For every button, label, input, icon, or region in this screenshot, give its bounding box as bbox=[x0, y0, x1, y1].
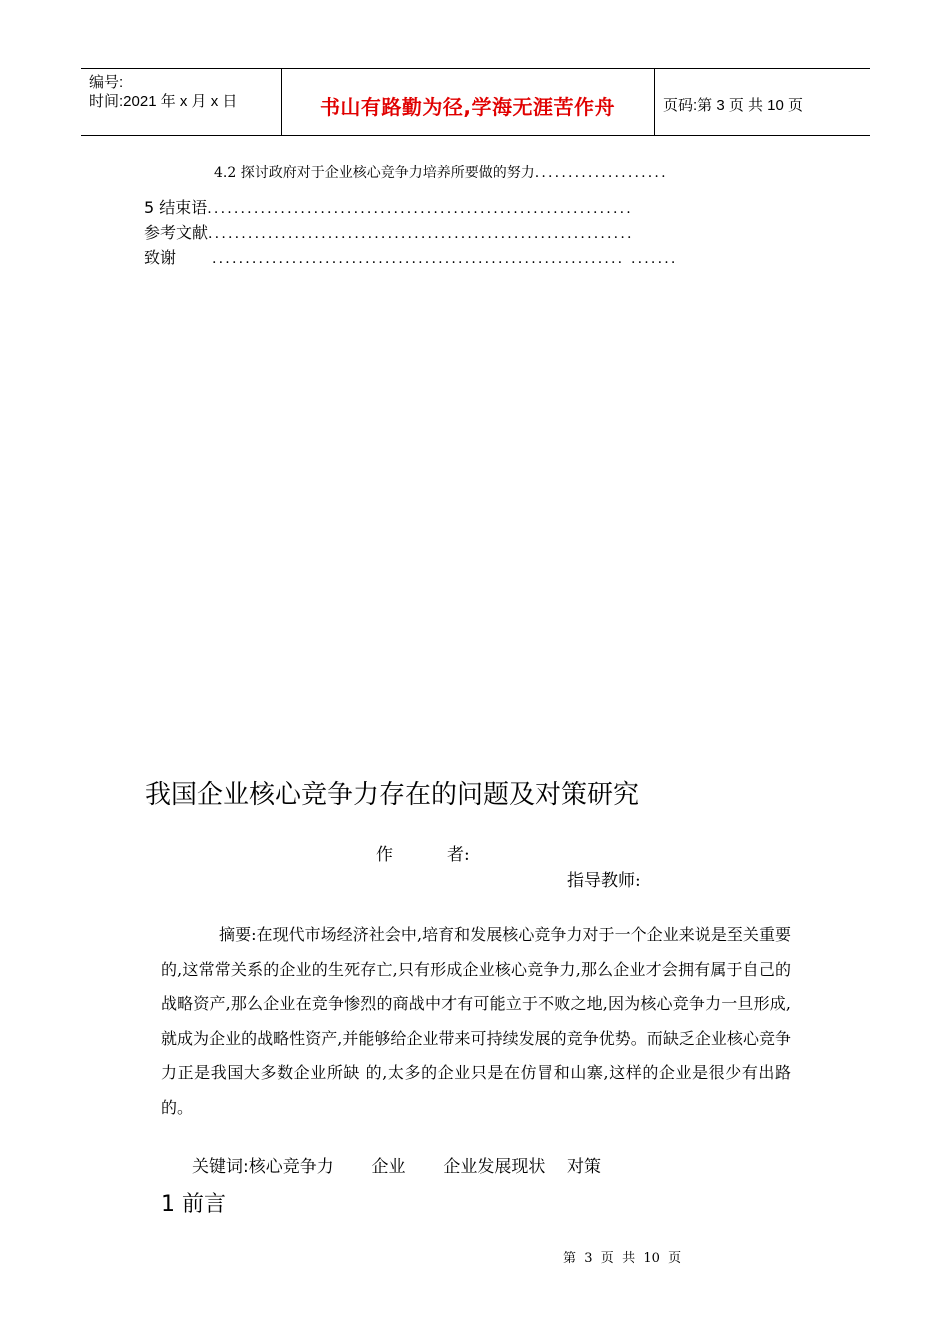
abstract-text: 在现代市场经济社会中,培育和发展核心竞争力对于一个企业来说是至关重要的,这常常关系的企业的生死存亡,只有形成企业核心竞争力,那么企业才会拥有属于自己的战略资产,那么企业在竞争惨烈的商战中才有可能立于不败之地,因为核心竞争力一旦形成,就成为企业的战略性资产,并能够给企业带来可持续发展的竞争优势。而缺乏企业核心竞争力正是我国大多数企业所缺 的,太多的企业只是在仿冒和山寨,这样的企业是很少有出路的。 bbox=[161, 925, 791, 1117]
toc-leader-dots: ................................................................ bbox=[208, 226, 634, 242]
abstract bbox=[161, 918, 791, 1125]
header-page-info: 页码:第 3 页 共 10 页 bbox=[663, 97, 804, 114]
page-footer: 第 3 页 共 10 页 bbox=[563, 1251, 682, 1266]
keywords bbox=[192, 1152, 601, 1177]
author-label: 作 者: bbox=[376, 845, 470, 865]
header-meta bbox=[89, 73, 237, 111]
toc-leader-dots: ................................................................ bbox=[207, 201, 633, 217]
section-heading: 1 前言 bbox=[161, 1192, 226, 1217]
toc-entry-label: 参考文献 bbox=[144, 223, 209, 242]
keywords-label: 关键词: bbox=[192, 1157, 249, 1177]
toc-leader-dots: .............................................................. ....... bbox=[212, 251, 678, 267]
abstract-label: 摘要: bbox=[219, 925, 257, 944]
toc-entry[interactable] bbox=[144, 195, 633, 218]
paper-title: 我国企业核心竞争力存在的问题及对策研究 bbox=[145, 780, 640, 810]
date-label: 时间:2021 年 x 月 x 日 bbox=[89, 93, 238, 110]
number-label: 编号: bbox=[89, 74, 124, 91]
toc-entry-label: 5 结束语 bbox=[144, 198, 208, 217]
page-header bbox=[81, 68, 870, 136]
toc-leader-dots: .................... bbox=[534, 165, 668, 181]
advisor-label: 指导教师: bbox=[567, 871, 641, 891]
header-divider bbox=[654, 69, 655, 135]
keywords-list: 核心竞争力 企业 企业发展现状 对策 bbox=[248, 1157, 602, 1177]
toc-entry[interactable] bbox=[214, 162, 668, 182]
toc-entry[interactable] bbox=[144, 245, 678, 268]
toc-entry-label: 致谢 bbox=[144, 248, 177, 267]
header-motto: 书山有路勤为径,学海无涯苦作舟 bbox=[319, 95, 616, 119]
toc-entry[interactable] bbox=[144, 220, 634, 243]
toc-entry-label: 4.2 探讨政府对于企业核心竞争力培养所要做的努力 bbox=[214, 165, 535, 181]
